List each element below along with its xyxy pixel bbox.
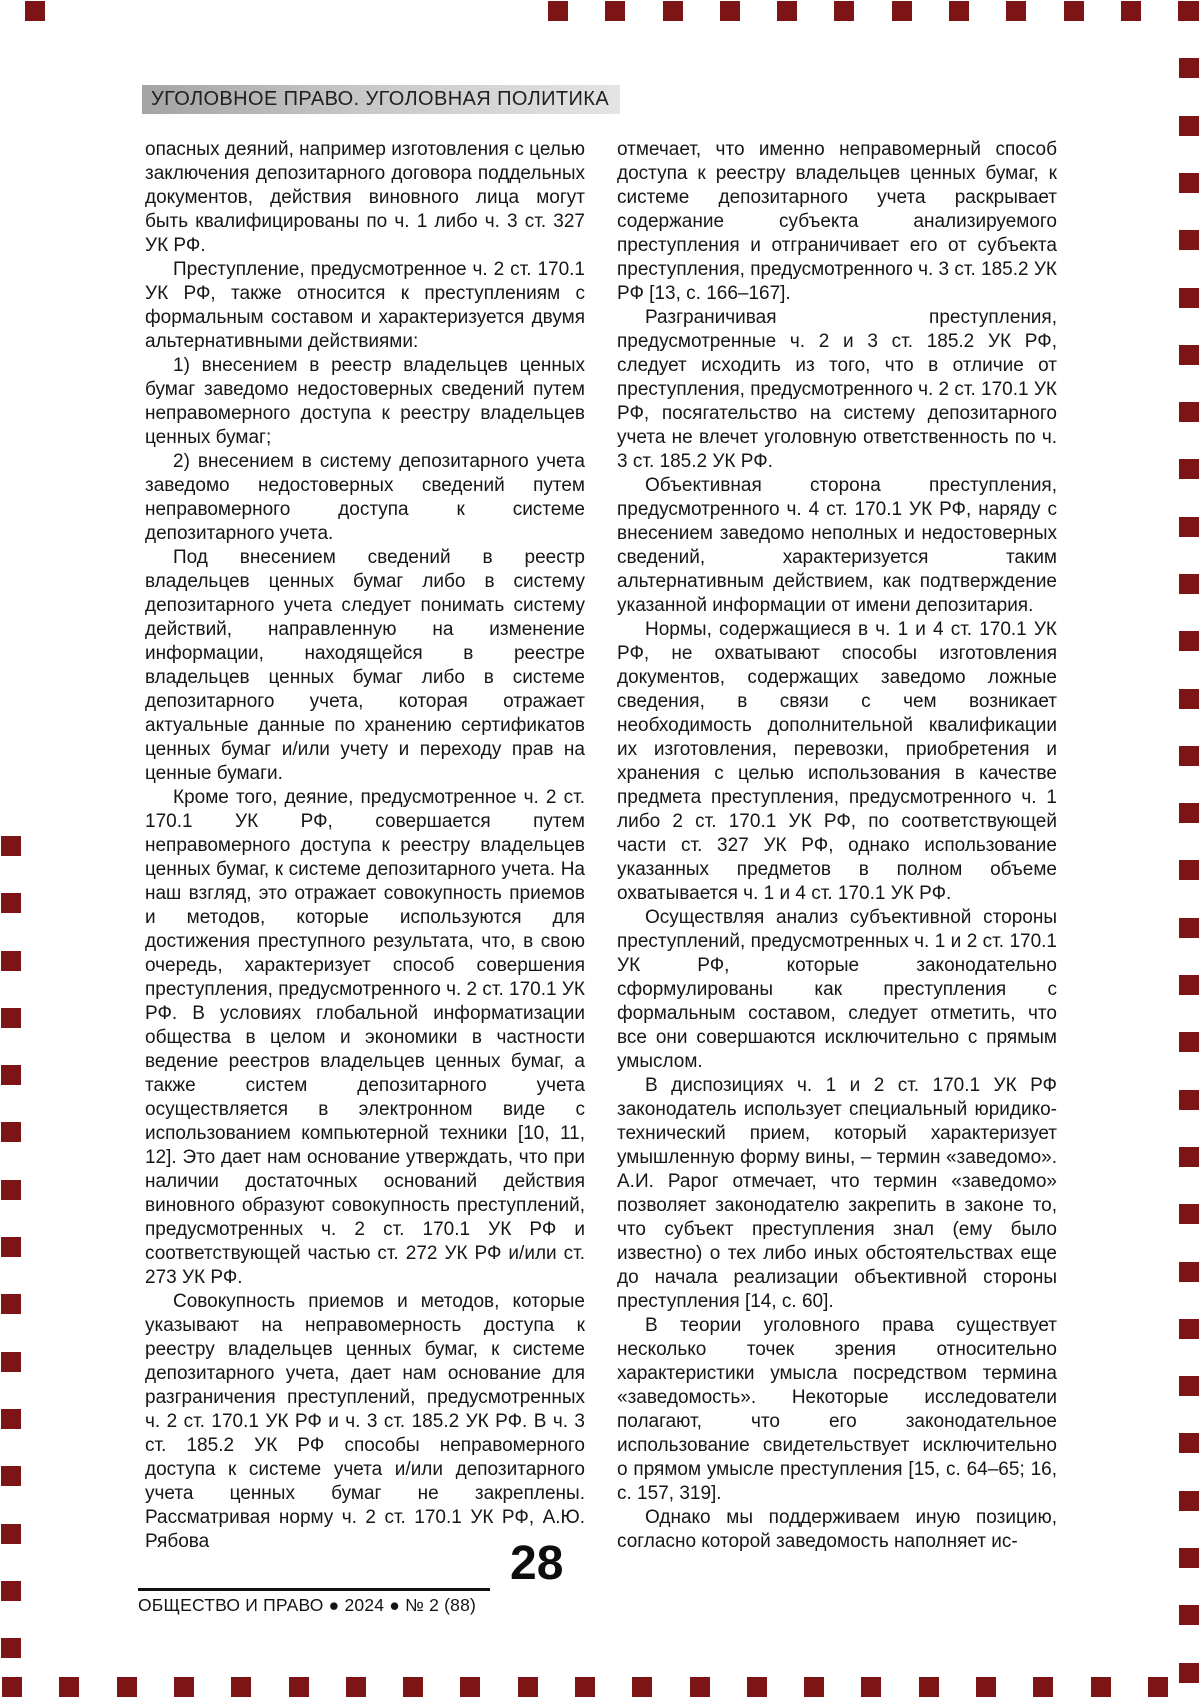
edge-mark (1179, 1032, 1199, 1052)
edge-mark (1179, 975, 1199, 995)
edge-mark (1179, 402, 1199, 422)
edge-mark (231, 1677, 251, 1697)
edge-mark (1179, 58, 1199, 78)
text-column-left (145, 138, 585, 1554)
edge-mark (1121, 1, 1141, 21)
edge-mark (1, 1122, 21, 1142)
edge-mark (1179, 689, 1199, 709)
edge-mark (1179, 574, 1199, 594)
section-header-band (142, 85, 620, 114)
edge-mark (1064, 1, 1084, 21)
edge-mark (1179, 230, 1199, 250)
edge-mark (1179, 1147, 1199, 1167)
edge-mark (1, 1180, 21, 1200)
edge-mark (1179, 1548, 1199, 1568)
edge-mark (1006, 1, 1026, 21)
edge-mark (861, 1677, 881, 1697)
edge-mark (1179, 746, 1199, 766)
edge-mark (1179, 1204, 1199, 1224)
edge-mark (1179, 1433, 1199, 1453)
paragraph: отмечает, что именно неправомерный способ доступа к реестру владельцев ценных бумаг, к системе депозитарного учета раскрывает содержание субъекта анализируемого преступления и отграничивает его от субъекта преступления, предусмотренного ч. 3 ст. 185.2 УК РФ [13, с. 166–167]. (617, 139, 1057, 304)
paragraph: 1) внесением в реестр владельцев ценных бумаг заведомо недостоверных сведений путем неправомерного доступа к реестру владельцев ценных бумаг; (145, 355, 585, 448)
edge-mark (1, 1638, 21, 1658)
paragraph: В теории уголовного права существует несколько точек зрения относительно характеристики умысла посредством термина «заведомость». Некоторые исследователи полагают, что его законодательное использование свидетельствует исключительно о прямом умысле преступления [15, с. 64–65; 16, с. 157, 319]. (617, 1315, 1057, 1504)
edge-mark (289, 1677, 309, 1697)
paragraph: Преступление, предусмотренное ч. 2 ст. 170.1 УК РФ, также относится к преступлениям с формальным составом и характеризуется двумя альтернативными действиями: (145, 259, 585, 352)
paragraph: Совокупность приемов и методов, которые указывают на неправомерность доступа к реестру владельцев ценных бумаг, к системе депозитарного учета, дает нам основание для разграничения преступлений, предусмотренных ч. 2 ст. 170.1 УК РФ и ч. 3 ст. 185.2 УК РФ. В ч. 3 ст. 185.2 УК РФ способы неправомерного доступа к системе учета и/или депозитарного учета ценных бумаг не закреплены. Рассматривая норму ч. 2 ст. 170.1 УК РФ, А.Ю. Рябова (145, 1291, 585, 1552)
edge-mark (1, 1008, 21, 1028)
paragraph: Осуществляя анализ субъективной стороны преступлений, предусмотренных ч. 1 и 2 ст. 170.1 УК РФ, которые законодательно сформулированы как преступления с формальным составом, следует отметить, что все они совершаются исключительно с прямым умыслом. (617, 907, 1057, 1072)
edge-mark (1179, 1262, 1199, 1282)
text-column-right (617, 138, 1057, 1554)
edge-mark (1179, 345, 1199, 365)
edge-mark (804, 1677, 824, 1697)
edge-mark (1179, 116, 1199, 136)
edge-mark (1179, 1605, 1199, 1625)
edge-mark (663, 1, 683, 21)
paragraph: В диспозициях ч. 1 и 2 ст. 170.1 УК РФ законодатель использует специальный юридико-технический прием, который характеризует умышленную форму вины, – термин «заведомо». А.И. Рарог отмечает, что термин «заведомо» позволяет законодателю закрепить в законе то, что субъект преступления знал (ему было известно) о тех либо иных обстоятельствах еще до начала реализации объективной стороны преступления [14, с. 60]. (617, 1075, 1057, 1312)
edge-mark (575, 1677, 595, 1697)
edge-mark (720, 1, 740, 21)
edge-mark (59, 1677, 79, 1697)
edge-mark (1, 1466, 21, 1486)
edge-mark (747, 1677, 767, 1697)
edge-mark (1, 951, 21, 971)
edge-mark (1179, 860, 1199, 880)
edge-mark (1179, 1663, 1199, 1683)
edge-mark (976, 1677, 996, 1697)
edge-mark (1179, 631, 1199, 651)
edge-mark (1, 1237, 21, 1257)
footer-journal-line: ОБЩЕСТВО И ПРАВО ● 2024 ● № 2 (88) (138, 1595, 477, 1615)
edge-mark (605, 1, 625, 21)
edge-mark (403, 1677, 423, 1697)
edge-mark (1, 1294, 21, 1314)
edge-mark (346, 1677, 366, 1697)
edge-mark (1148, 1677, 1168, 1697)
paragraph: опасных деяний, например изготовления с целью заключения депозитарного договора поддельных документов, действия виновного лица могут быть квалифицированы по ч. 1 либо ч. 3 ст. 327 УК РФ. (145, 139, 585, 256)
edge-mark (1, 893, 21, 913)
edge-mark (1179, 517, 1199, 537)
paragraph: Разграничивая преступления, предусмотренные ч. 2 и 3 ст. 185.2 УК РФ, следует исходить из того, что в отличие от преступления, предусмотренного ч. 2 ст. 170.1 УК РФ, посягательство на систему депозитарного учета не влечет уголовную ответственность по ч. 3 ст. 185.2 УК РФ. (617, 307, 1057, 472)
edge-mark (777, 1, 797, 21)
edge-mark (1179, 1319, 1199, 1339)
edge-mark (1, 1065, 21, 1085)
paragraph: Объективная сторона преступления, предусмотренного ч. 4 ст. 170.1 УК РФ, наряду с внесением заведомо неполных и недостоверных сведений, характеризуется таким альтернативным действием, как подтверждение указанной информации от имени депозитария. (617, 475, 1057, 616)
edge-mark (632, 1677, 652, 1697)
paragraph: Однако мы поддерживаем иную позицию, согласно которой заведомость наполняет ис- (617, 1507, 1057, 1552)
edge-mark (1179, 918, 1199, 938)
section-title: УГОЛОВНОЕ ПРАВО. УГОЛОВНАЯ ПОЛИТИКА (151, 88, 610, 110)
edge-mark (834, 1, 854, 21)
edge-mark (1179, 803, 1199, 823)
edge-mark (1, 1352, 21, 1372)
edge-mark (174, 1677, 194, 1697)
edge-mark (2, 1677, 22, 1697)
edge-mark (518, 1677, 538, 1697)
edge-mark (919, 1677, 939, 1697)
paragraph: Кроме того, деяние, предусмотренное ч. 2 ст. 170.1 УК РФ, совершается путем неправомерного доступа к реестру владельцев ценных бумаг, к системе депозитарного учета. На наш взгляд, это отражает совокупность приемов и методов, которые используются для достижения преступного результата, что, в свою очередь, характеризует способ совершения преступления, предусмотренного ч. 2 ст. 170.1 УК РФ. В условиях глобальной информатизации общества в целом и экономики в частности ведение реестров владельцев ценных бумаг, а также систем депозитарного учета осуществляется в электронном виде с использованием компьютерной техники [10, 11, 12]. Это дает нам основание утверждать, что при наличии достаточных оснований действия виновного образуют совокупность преступлений, предусмотренных ч. 2 ст. 170.1 УК РФ и соответствующей частью ст. 272 УК РФ и/или ст. 273 УК РФ. (145, 787, 585, 1288)
edge-mark (25, 1, 45, 21)
footer-rule (138, 1588, 490, 1591)
edge-mark (1, 836, 21, 856)
edge-mark (1179, 173, 1199, 193)
edge-mark (690, 1677, 710, 1697)
edge-mark (1, 1581, 21, 1601)
edge-mark (548, 1, 568, 21)
edge-mark (1179, 459, 1199, 479)
edge-mark (1033, 1677, 1053, 1697)
edge-mark (460, 1677, 480, 1697)
paragraph: Нормы, содержащиеся в ч. 1 и 4 ст. 170.1 УК РФ, не охватывают способы изготовления документов, содержащих заведомо ложные сведения, в связи с чем возникает необходимость дополнительной квалификации их изготовления, перевозки, приобретения и хранения с целью использования в качестве предмета преступления, предусмотренного ч. 1 либо 2 ст. 170.1 УК РФ, по соответствующей части ст. 327 УК РФ, однако использование указанных предметов в полном объеме охватывается ч. 1 и 4 ст. 170.1 УК РФ. (617, 619, 1057, 904)
edge-mark (1179, 288, 1199, 308)
edge-mark (1, 1524, 21, 1544)
edge-mark (1179, 1, 1199, 21)
edge-mark (949, 1, 969, 21)
edge-mark (1179, 1376, 1199, 1396)
edge-mark (117, 1677, 137, 1697)
paragraph: Под внесением сведений в реестр владельцев ценных бумаг либо в систему депозитарного учета следует понимать систему действий, направленную на изменение информации, находящейся в реестре владельцев ценных бумаг либо в системе депозитарного учета, которая отражает актуальные данные по хранению сертификатов ценных бумаг и/или учету и переходу прав на ценные бумаги. (145, 547, 585, 784)
edge-mark (1179, 1090, 1199, 1110)
page-number: 28 (510, 1537, 564, 1590)
edge-mark (1179, 1491, 1199, 1511)
paragraph: 2) внесением в систему депозитарного учета заведомо недостоверных сведений путем неправомерного доступа к системе депозитарного учета. (145, 451, 585, 544)
edge-mark (892, 1, 912, 21)
edge-mark (1, 1409, 21, 1429)
edge-mark (1091, 1677, 1111, 1697)
